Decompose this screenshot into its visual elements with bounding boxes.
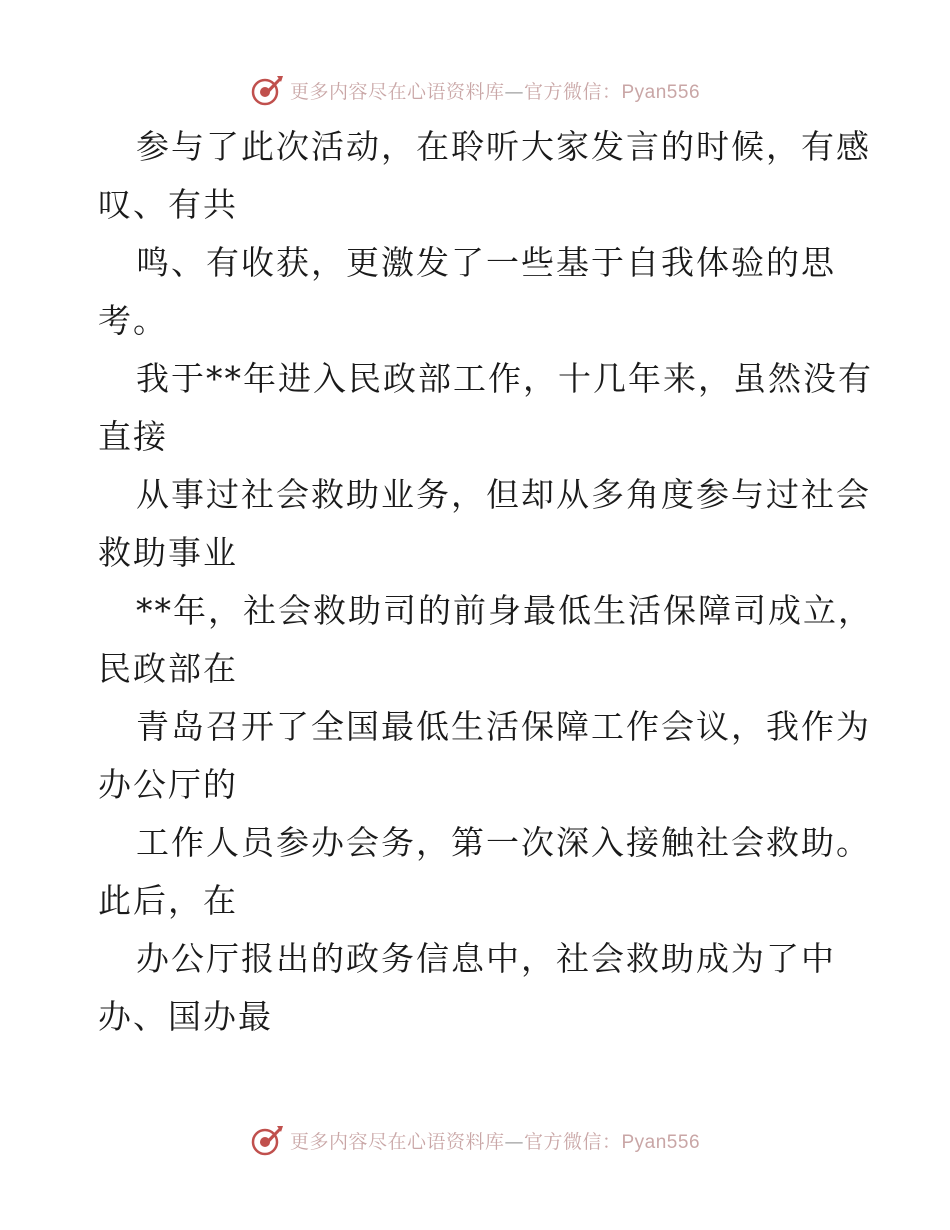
- watermark-wechat-id: Pyan556: [621, 1131, 701, 1153]
- watermark-text: [290, 1127, 700, 1154]
- watermark-separator: —: [504, 1130, 524, 1153]
- footer-watermark: [0, 1120, 950, 1160]
- text-line: 办公厅报出的政务信息中，社会救助成为了中: [136, 939, 836, 978]
- watermark-wechat-id: Pyan556: [621, 81, 701, 103]
- text-line: 我于**年进入民政部工作，十几年来，虽然没有: [136, 359, 873, 398]
- text-line: 民政部在: [98, 649, 238, 688]
- watermark-text: [290, 77, 700, 104]
- text-line: 考。: [98, 301, 168, 340]
- quill-emblem-icon: [250, 73, 284, 107]
- text-line: 参与了此次活动，在聆听大家发言的时候，有感: [136, 127, 871, 166]
- text-line: 鸣、有收获，更激发了一些基于自我体验的思: [136, 243, 836, 282]
- text-line: 叹、有共: [98, 185, 238, 224]
- text-line: 直接: [98, 417, 168, 456]
- watermark-wechat-label: 官方微信：: [523, 80, 622, 103]
- text-line: 救助事业: [98, 533, 238, 572]
- watermark-wechat-label: 官方微信：: [523, 1130, 622, 1153]
- text-line: 此后，在: [98, 881, 238, 920]
- text-line: 青岛召开了全国最低生活保障工作会议，我作为: [136, 707, 871, 746]
- quill-emblem-icon: [250, 1123, 284, 1157]
- header-watermark: [0, 70, 950, 110]
- text-line: 办、国办最: [98, 997, 273, 1036]
- text-line: 从事过社会救助业务，但却从多角度参与过社会: [136, 475, 871, 514]
- text-line: 办公厅的: [98, 765, 238, 804]
- text-line: **年，社会救助司的前身最低生活保障司成立，: [136, 591, 873, 630]
- text-line: 工作人员参办会务，第一次深入接触社会救助。: [136, 823, 871, 862]
- watermark-separator: —: [504, 80, 524, 103]
- watermark-slogan: 更多内容尽在心语资料库: [289, 80, 505, 103]
- document-body: [98, 118, 878, 1046]
- watermark-slogan: 更多内容尽在心语资料库: [289, 1130, 505, 1153]
